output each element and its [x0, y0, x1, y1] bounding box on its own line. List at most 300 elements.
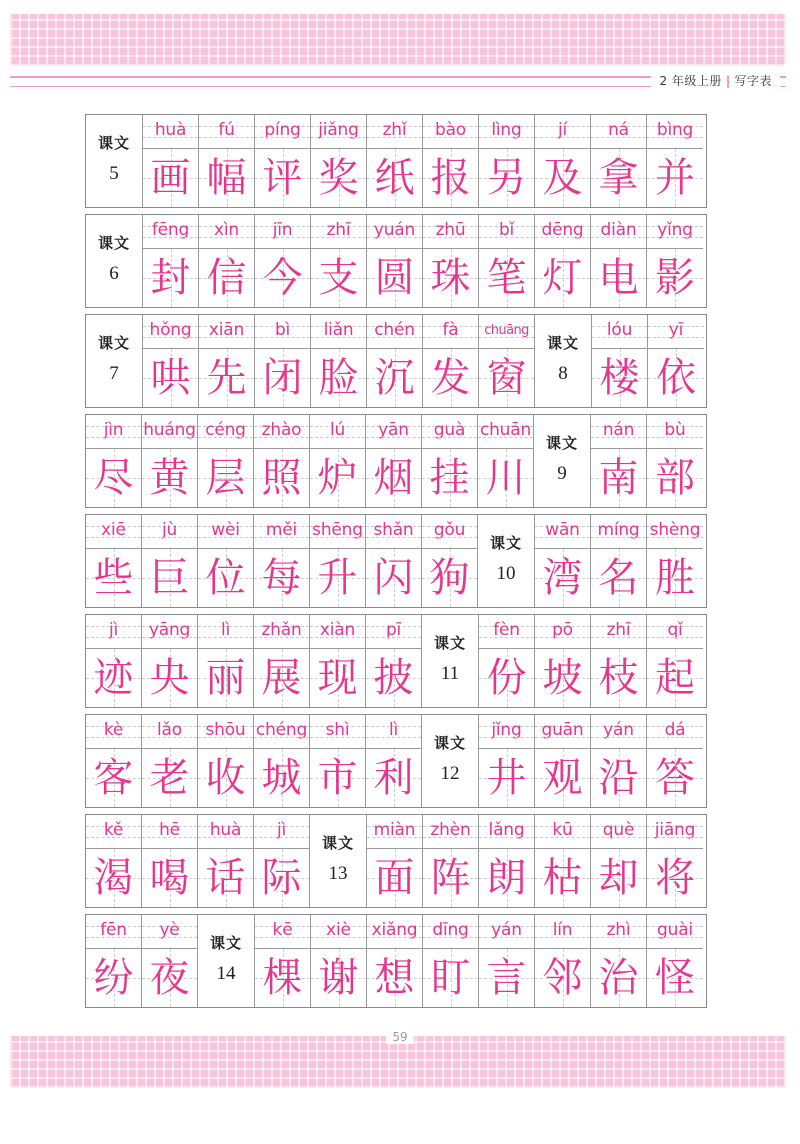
hanzi-character: 胜 — [655, 555, 695, 601]
table-row — [85, 114, 707, 208]
character-cell — [535, 715, 591, 807]
pinyin-text: shǎn — [373, 520, 414, 540]
hanzi-box — [591, 149, 646, 207]
hanzi-character: 却 — [598, 855, 639, 901]
hanzi-character: 邻 — [542, 955, 583, 1001]
lesson-marker — [422, 615, 479, 707]
character-cell — [422, 515, 478, 607]
hanzi-box — [647, 149, 703, 207]
character-cell — [310, 515, 366, 607]
hanzi-box — [198, 649, 253, 707]
hanzi-character: 每 — [261, 555, 302, 601]
hanzi-box — [647, 849, 703, 907]
lesson-label: 课文 — [489, 533, 522, 552]
pinyin-box — [647, 515, 703, 549]
pinyin-text: jì — [276, 820, 287, 840]
pinyin-box — [199, 215, 254, 249]
pinyin-box — [422, 415, 477, 449]
hanzi-character: 奖 — [318, 155, 359, 201]
hanzi-box — [423, 949, 478, 1007]
hanzi-box — [647, 549, 703, 607]
character-cell — [591, 415, 647, 507]
hanzi-box — [198, 849, 253, 907]
hanzi-character: 渴 — [93, 855, 134, 901]
hanzi-box — [535, 249, 590, 307]
character-cell — [479, 315, 535, 407]
pinyin-text: xìn — [214, 220, 239, 240]
table-row — [85, 614, 707, 708]
character-cell — [198, 415, 254, 507]
character-cell — [142, 415, 198, 507]
pinyin-text: céng — [205, 420, 246, 440]
hanzi-box — [198, 749, 253, 807]
hanzi-character: 展 — [261, 655, 302, 701]
pinyin-box — [366, 715, 421, 749]
hanzi-character: 坡 — [542, 655, 583, 701]
hanzi-character: 南 — [598, 455, 639, 501]
character-cell — [423, 915, 479, 1007]
hanzi-character: 怪 — [655, 955, 695, 1001]
character-cell — [310, 615, 366, 707]
hanzi-character: 巨 — [149, 555, 190, 601]
character-cell — [254, 815, 310, 907]
lesson-number: 11 — [440, 662, 460, 684]
pinyin-box — [591, 715, 646, 749]
hanzi-box — [535, 149, 590, 207]
character-cell — [254, 415, 310, 507]
lesson-number: 14 — [216, 962, 236, 984]
character-cell — [423, 115, 479, 207]
hanzi-box — [199, 149, 254, 207]
pinyin-text: fà — [442, 320, 459, 340]
hanzi-character: 升 — [317, 555, 358, 601]
pinyin-box — [647, 215, 703, 249]
pinyin-text: què — [602, 820, 635, 840]
lesson-marker — [535, 315, 592, 407]
character-cell — [198, 815, 254, 907]
character-cell — [311, 215, 367, 307]
hanzi-character: 笔 — [486, 255, 527, 301]
hanzi-character: 谢 — [318, 955, 359, 1001]
character-cell — [647, 915, 703, 1007]
pinyin-box — [367, 915, 422, 949]
pinyin-text: fèn — [493, 620, 520, 640]
hanzi-box — [647, 949, 703, 1007]
hanzi-character: 朗 — [486, 855, 527, 901]
pinyin-text: qǐ — [667, 620, 683, 640]
hanzi-box — [479, 349, 534, 407]
pinyin-text: bào — [434, 120, 466, 140]
hanzi-character: 枯 — [542, 855, 583, 901]
pinyin-box — [591, 615, 646, 649]
pinyin-box — [143, 315, 198, 349]
pinyin-text: chuān — [479, 420, 532, 440]
pinyin-box — [479, 715, 534, 749]
pinyin-text: lóu — [606, 320, 633, 340]
hanzi-box — [254, 549, 309, 607]
character-cell — [142, 615, 198, 707]
pinyin-text: pō — [552, 620, 573, 640]
pinyin-text: jù — [161, 520, 178, 540]
pinyin-box — [591, 815, 646, 849]
lesson-marker — [86, 215, 143, 307]
pinyin-box — [535, 715, 590, 749]
pinyin-box — [647, 115, 703, 149]
hanzi-box — [86, 649, 141, 707]
character-cell — [591, 515, 647, 607]
character-cell — [423, 215, 479, 307]
pinyin-text: jìn — [103, 420, 124, 440]
lesson-marker — [86, 315, 143, 407]
pinyin-box — [423, 115, 478, 149]
hanzi-character: 想 — [374, 955, 415, 1001]
hanzi-character: 灯 — [542, 255, 583, 301]
character-cell — [367, 915, 423, 1007]
pinyin-box — [647, 415, 703, 449]
character-cell — [647, 815, 703, 907]
pinyin-text: zhì — [606, 920, 631, 940]
hanzi-box — [647, 749, 703, 807]
character-cell — [367, 815, 423, 907]
hanzi-character: 狗 — [429, 555, 470, 601]
pinyin-text: xiè — [326, 920, 351, 940]
hanzi-box — [366, 449, 421, 507]
hanzi-character: 依 — [656, 355, 696, 401]
pinyin-box — [86, 515, 141, 549]
character-cell — [254, 715, 310, 807]
hanzi-box — [310, 449, 365, 507]
pinyin-text: zhī — [606, 620, 631, 640]
pinyin-text: shì — [325, 720, 350, 740]
pinyin-text: kě — [103, 820, 124, 840]
hanzi-box — [423, 249, 478, 307]
pinyin-text: jǐng — [491, 720, 522, 740]
hanzi-box — [310, 549, 365, 607]
hanzi-character: 闪 — [373, 555, 414, 601]
hanzi-box — [311, 949, 366, 1007]
pinyin-text: bì — [274, 320, 291, 340]
hanzi-character: 圆 — [374, 255, 415, 301]
lesson-label: 课文 — [546, 333, 579, 352]
hanzi-box — [535, 849, 590, 907]
pinyin-box — [255, 215, 310, 249]
pinyin-text: lú — [329, 420, 346, 440]
hanzi-character: 利 — [373, 755, 414, 801]
pinyin-box — [142, 515, 197, 549]
hanzi-character: 老 — [149, 755, 190, 801]
hanzi-box — [142, 449, 197, 507]
character-cell — [535, 515, 591, 607]
pinyin-text: miàn — [373, 820, 416, 840]
hanzi-box — [311, 249, 366, 307]
pinyin-box — [254, 415, 309, 449]
hanzi-box — [647, 649, 703, 707]
hanzi-character: 夜 — [149, 955, 190, 1001]
pinyin-box — [254, 615, 309, 649]
pinyin-box — [198, 515, 253, 549]
hanzi-box — [199, 349, 254, 407]
pinyin-box — [647, 815, 703, 849]
hanzi-character: 影 — [655, 255, 695, 301]
hanzi-character: 闭 — [262, 355, 303, 401]
hanzi-box — [86, 749, 141, 807]
lesson-label: 课文 — [97, 233, 130, 252]
pinyin-text: yuán — [373, 220, 416, 240]
pinyin-text: yán — [491, 920, 522, 940]
character-cell — [422, 415, 478, 507]
character-cell — [86, 515, 142, 607]
pinyin-text: dēng — [541, 220, 584, 240]
hanzi-box — [423, 349, 478, 407]
pinyin-box — [591, 215, 646, 249]
pinyin-text: jiǎng — [318, 120, 359, 140]
hanzi-character: 市 — [317, 755, 358, 801]
hanzi-box — [86, 449, 141, 507]
character-cell — [199, 215, 255, 307]
character-cell — [479, 115, 535, 207]
pinyin-text: wèi — [211, 520, 240, 540]
hanzi-character: 及 — [542, 155, 583, 201]
character-cell — [198, 515, 254, 607]
hanzi-box — [310, 649, 365, 707]
table-row — [85, 514, 707, 608]
hanzi-box — [591, 449, 646, 507]
hanzi-character: 哄 — [150, 355, 191, 401]
pinyin-text: fú — [218, 120, 235, 140]
pinyin-box — [198, 415, 253, 449]
pinyin-box — [591, 515, 646, 549]
character-cell — [647, 715, 703, 807]
pinyin-text: zhèn — [430, 820, 471, 840]
character-cell — [592, 315, 648, 407]
character-cell — [367, 215, 423, 307]
hanzi-box — [591, 549, 646, 607]
hanzi-character: 阵 — [430, 855, 471, 901]
pinyin-box — [479, 215, 534, 249]
pinyin-box — [478, 415, 533, 449]
lesson-number: 10 — [496, 562, 516, 584]
pinyin-box — [479, 315, 534, 349]
hanzi-box — [423, 849, 478, 907]
pinyin-text: yān — [378, 420, 409, 440]
lesson-label: 课文 — [433, 733, 466, 752]
hanzi-box — [535, 749, 590, 807]
hanzi-box — [367, 849, 422, 907]
pinyin-box — [255, 315, 310, 349]
lesson-marker — [198, 915, 255, 1007]
pinyin-box — [142, 715, 197, 749]
hanzi-box — [255, 149, 310, 207]
hanzi-box — [591, 849, 646, 907]
pinyin-box — [535, 215, 590, 249]
pinyin-box — [423, 215, 478, 249]
hanzi-box — [254, 649, 309, 707]
character-cell — [198, 615, 254, 707]
pinyin-text: lǎo — [157, 720, 182, 740]
hanzi-character: 面 — [374, 855, 415, 901]
table-row — [85, 914, 707, 1008]
pinyin-box — [479, 115, 534, 149]
character-cell — [535, 915, 591, 1007]
character-cell — [366, 615, 422, 707]
hanzi-box — [86, 949, 141, 1007]
hanzi-box — [535, 549, 590, 607]
pinyin-box — [647, 615, 703, 649]
pinyin-box — [535, 115, 590, 149]
hanzi-box — [255, 249, 310, 307]
pinyin-text: míng — [597, 520, 640, 540]
lesson-number: 7 — [109, 362, 119, 384]
hanzi-character: 名 — [598, 555, 639, 601]
lesson-number: 9 — [557, 462, 567, 484]
pinyin-text: huà — [209, 820, 242, 840]
lesson-label: 课文 — [97, 333, 130, 352]
hanzi-character: 报 — [430, 155, 471, 201]
character-cell — [198, 715, 254, 807]
hanzi-box — [478, 449, 533, 507]
pinyin-text: nán — [602, 420, 635, 440]
pinyin-box — [310, 715, 365, 749]
character-cell — [142, 915, 198, 1007]
character-cell — [535, 215, 591, 307]
pinyin-box — [367, 315, 422, 349]
pinyin-box — [367, 815, 422, 849]
lesson-marker — [478, 515, 535, 607]
pinyin-box — [310, 615, 365, 649]
pinyin-text: zhǐ — [382, 120, 407, 140]
hanzi-character: 评 — [262, 155, 303, 201]
hanzi-character: 尽 — [93, 455, 134, 501]
character-cell — [142, 815, 198, 907]
hanzi-box — [143, 249, 198, 307]
hanzi-box — [142, 649, 197, 707]
pinyin-box — [142, 615, 197, 649]
pinyin-text: guà — [433, 420, 466, 440]
pinyin-text: lìng — [491, 120, 522, 140]
hanzi-character: 沿 — [598, 755, 639, 801]
pinyin-box — [255, 115, 310, 149]
pinyin-box — [479, 815, 534, 849]
character-cell — [86, 915, 142, 1007]
table-row — [85, 414, 707, 508]
hanzi-box — [367, 149, 422, 207]
pinyin-text: fēng — [151, 220, 190, 240]
pinyin-box — [535, 915, 590, 949]
pinyin-box — [86, 915, 141, 949]
character-cell — [647, 415, 703, 507]
pinyin-box — [367, 115, 422, 149]
hanzi-character: 喝 — [149, 855, 190, 901]
pinyin-box — [198, 815, 253, 849]
character-cell — [254, 615, 310, 707]
table-row — [85, 814, 707, 908]
pinyin-box — [311, 315, 366, 349]
character-cell — [255, 915, 311, 1007]
pinyin-text: yè — [159, 920, 180, 940]
hanzi-character: 先 — [206, 355, 247, 401]
character-cell — [648, 315, 704, 407]
hanzi-character: 照 — [261, 455, 302, 501]
header-section: 写字表 — [734, 74, 772, 88]
character-cell — [366, 715, 422, 807]
character-cell — [310, 415, 366, 507]
character-cell — [86, 615, 142, 707]
pinyin-text: lín — [552, 920, 573, 940]
hanzi-box — [142, 949, 197, 1007]
character-cell — [143, 315, 199, 407]
hanzi-character: 楼 — [599, 355, 640, 401]
pinyin-text: zhī — [326, 220, 351, 240]
pinyin-text: fēn — [100, 920, 127, 940]
hanzi-box — [143, 349, 198, 407]
pinyin-text: yán — [603, 720, 634, 740]
hanzi-character: 央 — [149, 655, 190, 701]
character-cell — [86, 815, 142, 907]
pinyin-box — [199, 315, 254, 349]
character-cell — [367, 115, 423, 207]
hanzi-character: 川 — [485, 455, 526, 501]
hanzi-character: 丽 — [205, 655, 246, 701]
hanzi-box — [479, 249, 534, 307]
hanzi-box — [479, 149, 534, 207]
pinyin-box — [479, 915, 534, 949]
pinyin-box — [591, 915, 646, 949]
hanzi-box — [591, 249, 646, 307]
hanzi-box — [143, 149, 198, 207]
hanzi-box — [254, 849, 309, 907]
character-cell — [311, 115, 367, 207]
hanzi-box — [591, 749, 646, 807]
character-cell — [535, 815, 591, 907]
lesson-label: 课文 — [321, 833, 354, 852]
pinyin-text: shèng — [649, 520, 701, 540]
hanzi-box — [647, 249, 703, 307]
top-decorative-band — [10, 14, 786, 66]
pinyin-box — [591, 415, 646, 449]
hanzi-character: 份 — [486, 655, 527, 701]
table-row — [85, 714, 707, 808]
header-separator: | — [725, 74, 731, 88]
pinyin-box — [143, 115, 198, 149]
hanzi-character: 另 — [486, 155, 527, 201]
pinyin-text: dīng — [432, 920, 469, 940]
hanzi-box — [479, 649, 534, 707]
hanzi-box — [367, 349, 422, 407]
pinyin-text: jīn — [272, 220, 293, 240]
pinyin-text: jiāng — [654, 820, 696, 840]
hanzi-box — [535, 949, 590, 1007]
page-number: 59 — [0, 1030, 800, 1044]
hanzi-character: 信 — [206, 255, 247, 301]
character-cell — [423, 815, 479, 907]
pinyin-box — [142, 415, 197, 449]
pinyin-text: gǒu — [433, 520, 466, 540]
character-cell — [478, 415, 534, 507]
hanzi-box — [311, 149, 366, 207]
pinyin-text: jí — [557, 120, 568, 140]
character-cell — [199, 315, 255, 407]
character-cell — [255, 315, 311, 407]
character-cell — [479, 915, 535, 1007]
pinyin-box — [591, 115, 646, 149]
pinyin-text: hē — [159, 820, 180, 840]
hanzi-box — [591, 649, 646, 707]
hanzi-character: 部 — [655, 455, 695, 501]
character-cell — [591, 215, 647, 307]
character-cell — [479, 615, 535, 707]
character-cell — [86, 715, 142, 807]
pinyin-box — [254, 515, 309, 549]
